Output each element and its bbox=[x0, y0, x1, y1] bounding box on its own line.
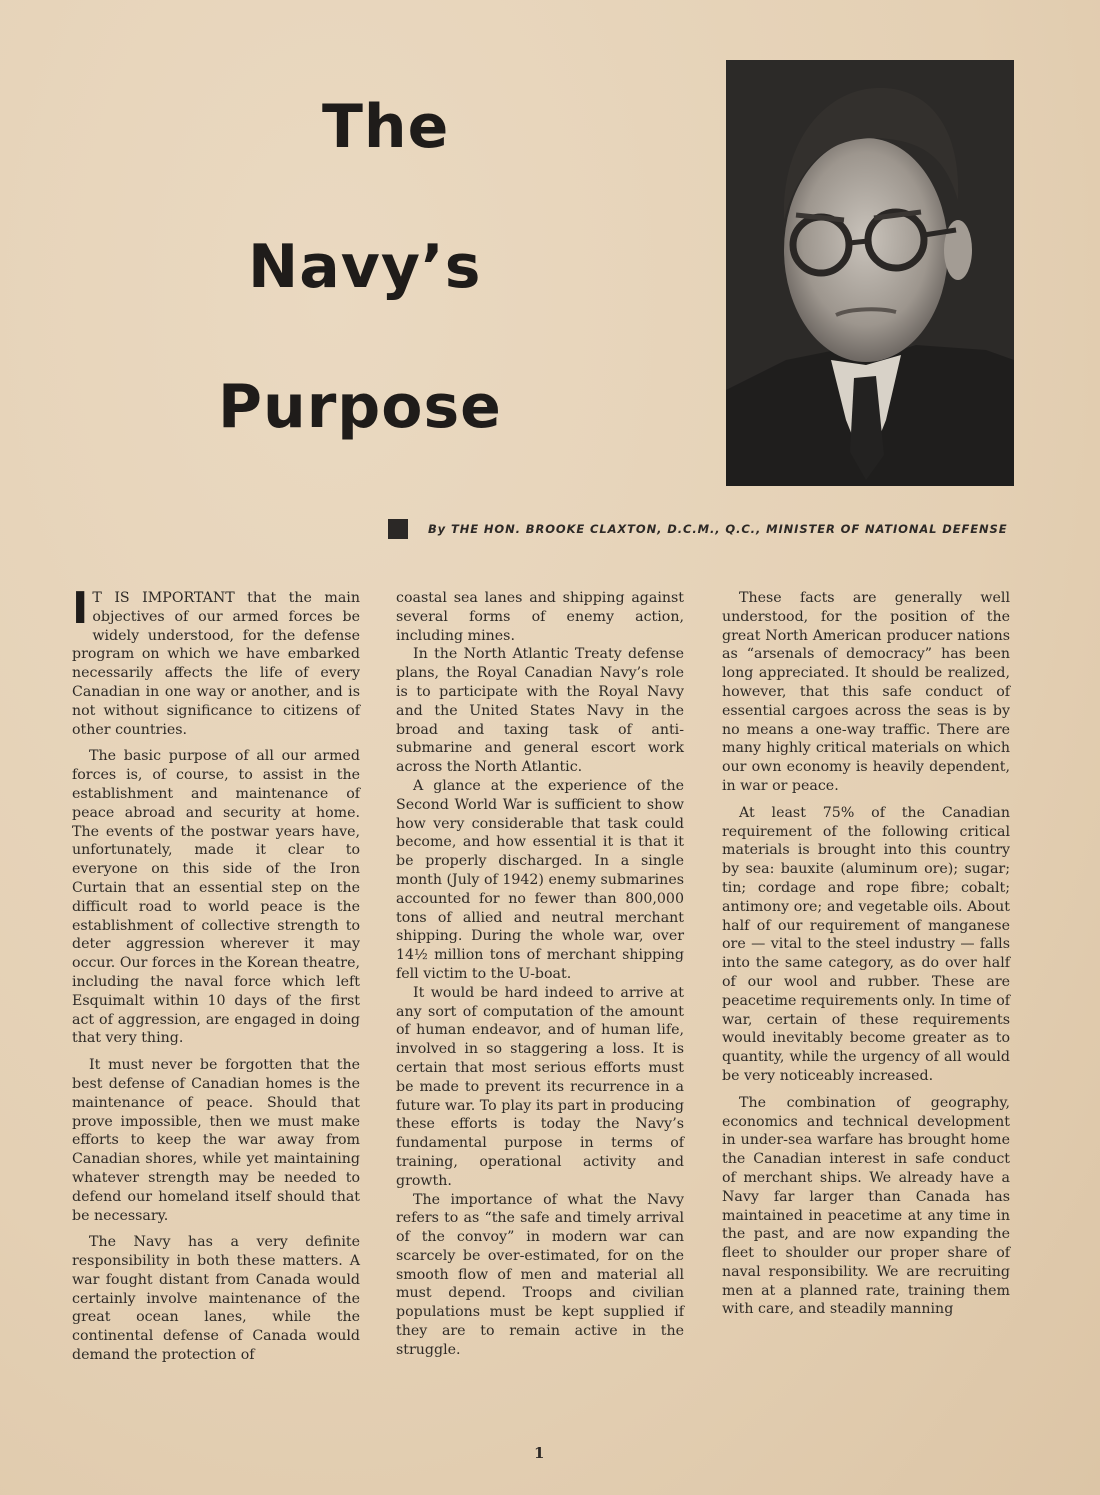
article-column-1 bbox=[72, 583, 360, 1373]
byline-text: By THE HON. BROOKE CLAXTON, D.C.M., Q.C., MINISTER OF NATIONAL DEFENSE bbox=[428, 522, 1008, 536]
article-paragraph: It must never be forgotten that the best defense of Canadian homes is the maintenance of peace. Should that prove impossible, then we must make efforts to keep the war away from Canadian shores, while yet maintaining whatever strength may be needed to defend our homeland itself should that be necessary. bbox=[72, 1057, 360, 1224]
article-paragraph: At least 75% of the Canadian requirement of the following critical materials is brought into this country by sea: bauxite (aluminum ore); sugar; tin; cordage and rope fibre; cobalt; antimony ore; and vegetable oils. About half of our requirement of manganese ore — vital to the steel industry — falls into the same category, as do over half of our wool and rubber. These are peacetime requirements only. In time of war, certain of these requirements would inevitably become greater as to quantity, while the urgency of all would be very noticeably increased. bbox=[722, 804, 1010, 1084]
article-paragraph: A glance at the experience of the Second World War is sufficient to show how very considerable that task could become, and how essential it is that it be properly discharged. In a single month (July of 1942) enemy submarines accounted for no fewer than 800,000 tons of allied and neutral merchant shipping. During the whole war, over 14½ million tons of merchant shipping fell victim to the U-boat. bbox=[396, 777, 684, 982]
article-paragraph bbox=[72, 583, 360, 739]
drop-cap: I bbox=[72, 583, 89, 634]
title-line-the: The bbox=[322, 92, 450, 163]
article-paragraph: These facts are generally well understood, for the position of the great North American producer nations as “arsenals of democracy” has been long appreciated. It should be realized, however, that this safe conduct of essential cargoes across the seas is by no means a one-way traffic. There are many highly critical materials on which our own economy is heavily dependent, in war or peace. bbox=[722, 590, 1010, 794]
title-line-purpose: Purpose bbox=[218, 372, 502, 443]
article-paragraph: In the North Atlantic Treaty defense plans, the Royal Canadian Navy’s role is to participate with the Royal Navy and the United States Navy in the broad and taxing task of anti-submarine and general escort work across the North Atlantic. bbox=[396, 646, 684, 776]
article-paragraph: The importance of what the Navy refers to as “the safe and timely arrival of the convoy” in modern war can scarcely be over-estimated, for on the smooth flow of men and material all must depend. Troops and civilian populations must be kept supplied if they are to remain active in the struggle. bbox=[396, 1191, 684, 1358]
glasses-bridge bbox=[849, 241, 868, 243]
article-column-3 bbox=[722, 589, 1010, 1327]
article-paragraph: The combination of geography, economics and technical development in under-sea warfare has brought home the Canadian interest in safe conduct of merchant ships. We already have a Navy far larger than Canada has maintained in peacetime at any time in the past, and are now expanding the fleet to shoulder our proper share of naval responsibility. We are recruiting men at a planned rate, training them with care, and steadily manning bbox=[722, 1094, 1010, 1318]
page-number: 1 bbox=[534, 1444, 545, 1462]
article-paragraph: coastal sea lanes and shipping against several forms of enemy action, including mines. bbox=[396, 590, 684, 644]
portrait-illustration bbox=[726, 60, 1014, 486]
article-paragraph: The basic purpose of all our armed forces is, of course, to assist in the establishment and maintenance of peace abroad and security at home. The events of the postwar years have, unfortunately, made it clear to everyone on this side of the Iron Curtain that an essential step on the difficult road to world peace is the establishment of collective strength to deter aggression wherever it may occur. Our forces in the Korean theatre, including the naval force which left Esquimalt within 10 days of the first act of aggression, are engaged in doing that very thing. bbox=[72, 748, 360, 1047]
article-column-2 bbox=[396, 589, 684, 1360]
byline-square-ornament bbox=[388, 519, 408, 539]
title-line-navys: Navy’s bbox=[248, 232, 482, 303]
paragraph-text: T IS IMPORTANT that the main objectives of our armed forces be widely understood, for the defense program on which we have embarked necessarily affects the life of every Canadian in one way or another, and is not without significance to citizens of other countries. bbox=[72, 590, 360, 738]
article-paragraph: It would be hard indeed to arrive at any sort of computation of the amount of human endeavor, and of human life, involved in so staggering a loss. It is certain that most serious efforts must be made to prevent its recurrence in a future war. To play its part in producing these efforts is today the Navy’s fundamental purpose in terms of training, operational activity and growth. bbox=[396, 984, 684, 1189]
byline bbox=[388, 516, 1018, 542]
article-paragraph: The Navy has a very definite responsibility in both these matters. A war fought distant from Canada would certainly involve maintenance of the great ocean lanes, while the continental defense of Canada would demand the protection of bbox=[72, 1234, 360, 1364]
author-portrait-photo bbox=[726, 60, 1014, 486]
